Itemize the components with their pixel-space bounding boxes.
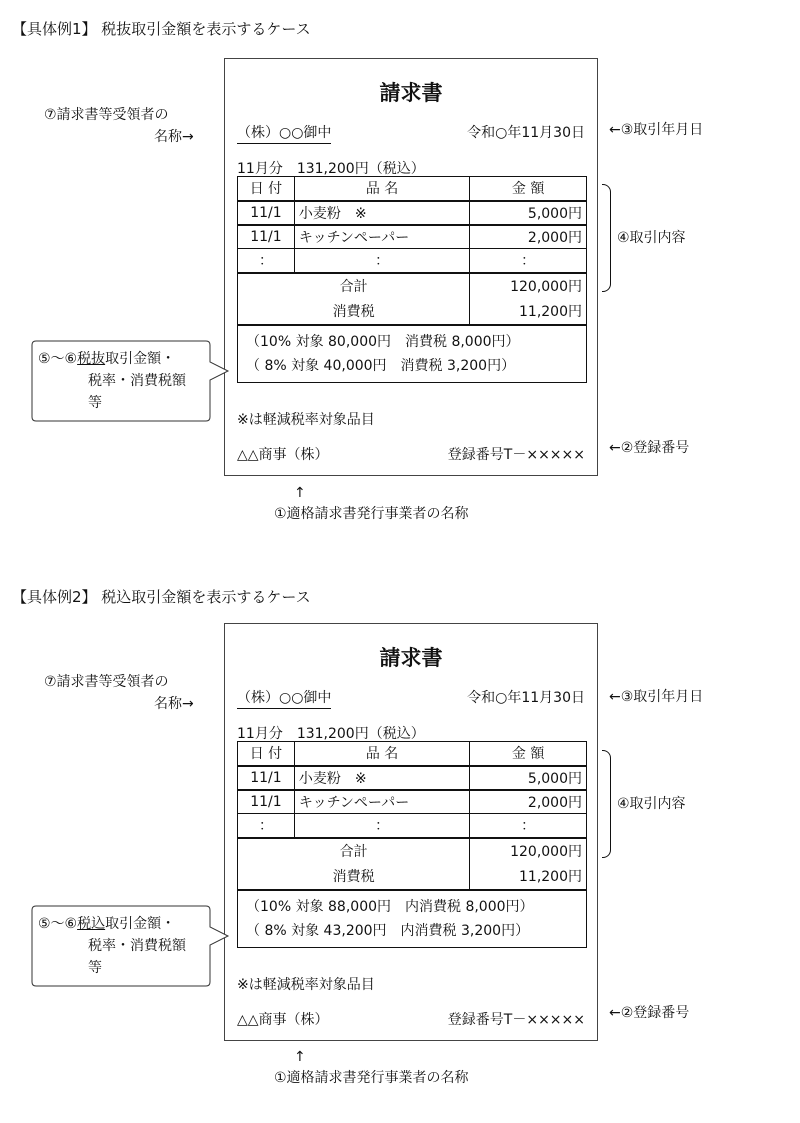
content-note: ④取引内容	[617, 796, 686, 812]
invoice-summary: 11月分 131,200円（税込）	[237, 726, 425, 742]
up-arrow-icon: ↑	[294, 1049, 306, 1065]
invoice-recipient: （株）○○御中	[237, 687, 331, 709]
table-row	[238, 201, 587, 225]
callout-prefix: ⑤～⑥	[38, 916, 78, 932]
up-arrow-icon: ↑	[294, 485, 306, 501]
invoice-summary: 11月分 131,200円（税込）	[237, 161, 425, 177]
invoice-table	[237, 176, 587, 383]
invoice	[224, 623, 598, 1041]
amount-callout	[30, 905, 214, 987]
total-row	[238, 838, 587, 864]
row-amount: 2,000円	[470, 225, 587, 249]
callout-line2: 税率・消費税額	[88, 373, 186, 389]
recipient-note-line1: ⑦請求書等受領者の	[44, 107, 169, 123]
row-amount: 5,000円	[470, 201, 587, 225]
callout-line3: 等	[88, 960, 102, 976]
tax-row	[238, 864, 587, 890]
tax-value: 11,200円	[470, 864, 587, 890]
callout-keyword: 税抜	[77, 351, 106, 367]
row-amount: ：	[470, 249, 587, 273]
row-item: 小麦粉 ※	[294, 766, 469, 790]
issuer-name: △△商事（株）	[237, 447, 329, 463]
table-row	[238, 814, 587, 838]
table-row	[238, 225, 587, 249]
invoice-recipient: （株）○○御中	[237, 122, 331, 144]
invoice-title: 請求書	[379, 81, 443, 105]
row-item: ：	[294, 814, 469, 838]
breakdown-line: （ 8% 対象 43,200円 内消費税 3,200円）	[246, 922, 530, 939]
row-amount: 2,000円	[470, 790, 587, 814]
registration-number: 登録番号T－×××××	[447, 1012, 585, 1028]
tax-value: 11,200円	[470, 299, 587, 325]
row-date: ：	[238, 249, 295, 273]
tax-breakdown	[238, 325, 587, 383]
header-amount: 金 額	[470, 177, 587, 201]
recipient-note-line2: 名称→	[154, 696, 194, 712]
callout-prefix: ⑤～⑥	[38, 351, 78, 367]
breakdown-line: （10% 対象 88,000円 内消費税 8,000円）	[246, 898, 534, 915]
total-value: 120,000円	[470, 838, 587, 864]
breakdown-row	[238, 325, 587, 383]
invoice-date: 令和○年11月30日	[467, 690, 585, 706]
tax-label: 消費税	[238, 864, 470, 890]
row-date: 11/1	[238, 766, 295, 790]
total-label: 合計	[238, 838, 470, 864]
row-date: 11/1	[238, 225, 295, 249]
row-item: キッチンペーパー	[294, 225, 469, 249]
tax-breakdown	[238, 890, 587, 948]
table-header	[238, 177, 587, 201]
registration-note: ←②登録番号	[609, 1005, 690, 1021]
content-brace	[602, 750, 611, 858]
recipient-note-line1: ⑦請求書等受領者の	[44, 674, 169, 690]
registration-note: ←②登録番号	[609, 440, 690, 456]
row-item: ：	[294, 249, 469, 273]
date-note: ←③取引年月日	[609, 122, 704, 138]
issuer-name: △△商事（株）	[237, 1012, 329, 1028]
breakdown-line: （10% 対象 80,000円 消費税 8,000円）	[246, 333, 520, 350]
invoice-title: 請求書	[379, 646, 443, 670]
row-date: 11/1	[238, 790, 295, 814]
row-amount: ：	[470, 814, 587, 838]
invoice-date: 令和○年11月30日	[467, 125, 585, 141]
table-row	[238, 790, 587, 814]
breakdown-line: （ 8% 対象 40,000円 消費税 3,200円）	[246, 357, 516, 374]
recipient-note-line2: 名称→	[154, 129, 194, 145]
date-note: ←③取引年月日	[609, 689, 704, 705]
invoice-table	[237, 741, 587, 948]
tax-label: 消費税	[238, 299, 470, 325]
example-heading: 【具体例1】 税抜取引金額を表示するケース	[12, 20, 311, 38]
tax-row	[238, 299, 587, 325]
row-item: キッチンペーパー	[294, 790, 469, 814]
total-value: 120,000円	[470, 273, 587, 299]
registration-number: 登録番号T－×××××	[447, 447, 585, 463]
header-date: 日 付	[238, 742, 295, 766]
callout-line3: 等	[88, 395, 102, 411]
row-date: ：	[238, 814, 295, 838]
reduced-rate-footnote: ※は軽減税率対象品目	[237, 977, 375, 993]
row-amount: 5,000円	[470, 766, 587, 790]
issuer-note: ①適格請求書発行事業者の名称	[274, 506, 469, 522]
header-item: 品 名	[294, 742, 469, 766]
table-row	[238, 766, 587, 790]
content-note: ④取引内容	[617, 230, 686, 246]
row-item: 小麦粉 ※	[294, 201, 469, 225]
example-heading: 【具体例2】 税込取引金額を表示するケース	[12, 588, 311, 606]
table-header	[238, 742, 587, 766]
total-row	[238, 273, 587, 299]
callout-rest: 取引金額・	[105, 351, 176, 367]
row-date: 11/1	[238, 201, 295, 225]
issuer-note: ①適格請求書発行事業者の名称	[274, 1070, 469, 1086]
amount-callout	[30, 340, 214, 422]
callout-rest: 取引金額・	[105, 916, 176, 932]
breakdown-row	[238, 890, 587, 948]
total-label: 合計	[238, 273, 470, 299]
invoice	[224, 58, 598, 476]
content-brace	[602, 184, 611, 292]
callout-keyword: 税込	[77, 916, 106, 932]
header-amount: 金 額	[470, 742, 587, 766]
header-date: 日 付	[238, 177, 295, 201]
table-row	[238, 249, 587, 273]
header-item: 品 名	[294, 177, 469, 201]
callout-line2: 税率・消費税額	[88, 938, 186, 954]
reduced-rate-footnote: ※は軽減税率対象品目	[237, 412, 375, 428]
